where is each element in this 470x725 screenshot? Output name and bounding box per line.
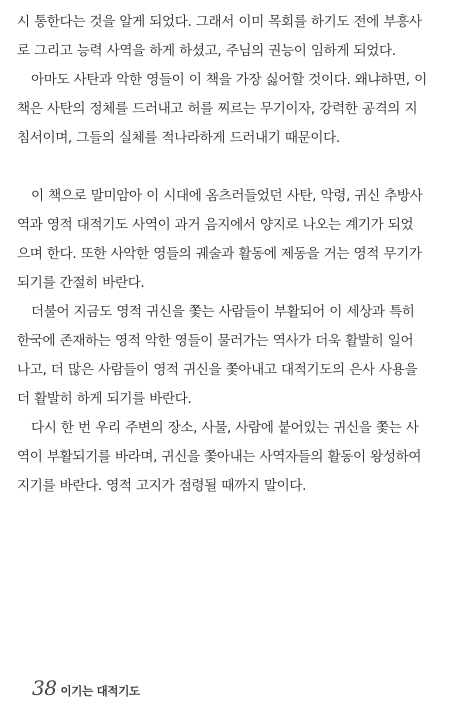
- text-line: 더 활발히 하게 되기를 바란다.: [17, 391, 192, 407]
- text-line: 아마도 사탄과 악한 영들이 이 책을 가장 싫어할 것이다. 왜냐하면, 이: [31, 72, 427, 88]
- running-title: 이기는 대적기도: [60, 684, 140, 698]
- text-line: 책은 사탄의 정체를 드러내고 허를 찌르는 무기이자, 강력한 공격의 지: [17, 101, 418, 117]
- paragraph: [17, 66, 457, 153]
- text-line: 되기를 간절히 바란다.: [17, 275, 145, 291]
- text-line: 시 통한다는 것을 알게 되었다. 그래서 이미 목회를 하기도 전에 부흥사: [17, 14, 422, 30]
- text-line: 역이 부활되기를 바라며, 귀신을 쫓아내는 사역자들의 활동이 왕성하여: [17, 449, 422, 465]
- paragraph: [17, 298, 457, 414]
- text-line: 로 그리고 능력 사역을 하게 하셨고, 주님의 권능이 임하게 되었다.: [17, 43, 396, 59]
- section-break: [17, 153, 457, 182]
- page-number: 38: [32, 676, 57, 700]
- page-footer: [32, 676, 140, 700]
- text-line: 나고, 더 많은 사람들이 영적 귀신을 쫓아내고 대적기도의 은사 사용을: [17, 362, 418, 378]
- text-line: 다시 한 번 우리 주변의 장소, 사물, 사람에 붙어있는 귀신을 쫓는 사: [31, 420, 419, 436]
- text-line: 역과 영적 대적기도 사역이 과거 음지에서 양지로 나오는 계기가 되었: [17, 217, 414, 233]
- text-line: 침서이며, 그들의 실체를 적나라하게 드러내기 때문이다.: [17, 130, 340, 146]
- text-line: 으며 한다. 또한 사악한 영들의 궤술과 활동에 제동을 거는 영적 무기가: [17, 246, 422, 262]
- paragraph-continuation: [17, 8, 457, 66]
- text-line: 더불어 지금도 영적 귀신을 쫓는 사람들이 부활되어 이 세상과 특히: [31, 304, 415, 320]
- body-text: [17, 8, 457, 501]
- text-line: 지기를 바란다. 영적 고지가 점령될 때까지 말이다.: [17, 478, 306, 494]
- paragraph: [17, 414, 457, 501]
- text-line: 한국에 존재하는 영적 악한 영들이 물러가는 역사가 더욱 활발히 일어: [17, 333, 414, 349]
- text-line: 이 책으로 말미암아 이 시대에 옴츠러들었던 사탄, 악령, 귀신 추방사: [31, 188, 423, 204]
- paragraph: [17, 182, 457, 298]
